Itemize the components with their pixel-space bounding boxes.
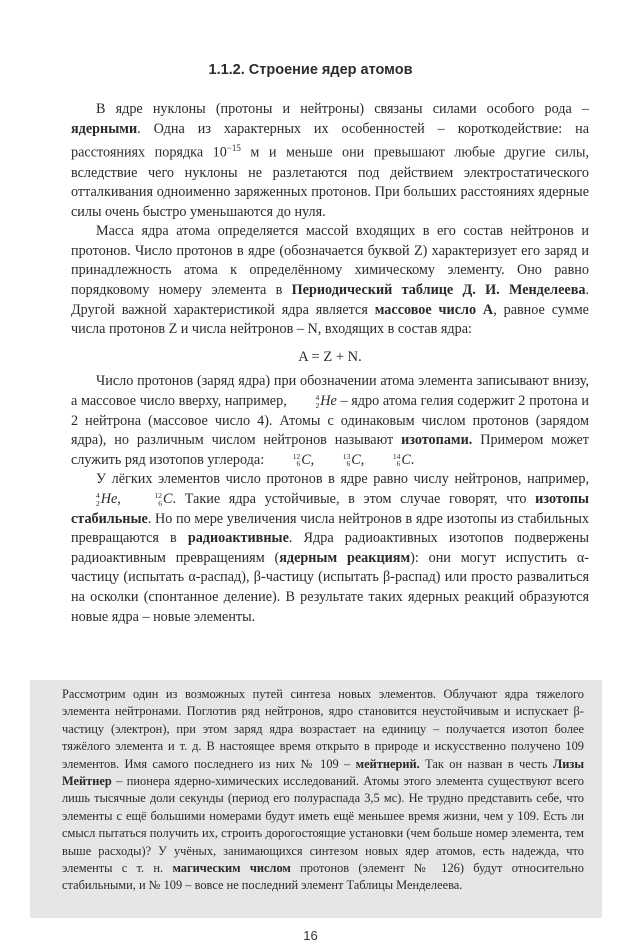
term-isotopes: изотопами.	[401, 432, 473, 449]
sidebar-box-text: Рассмотрим один из возможных путей синтеза новых элементов. Облучают ядра тяжелого элемента нейтронами. Поглотив ряд нейтронов, ядро становится неустойчивым и испускает β-частицу (электрон), при этом заряд ядра возрастает на единицу – получается изотоп более тяжёлого элемента и т. д. В настоящее время открыто в природе и искусственно получено 109 элементов. Имя самого последнего из них № 109 – мейтнерий. Так он назван в честь Лизы Мейтнер – пионера ядерно-химических исследований. Атомы этого элемента существуют всего лишь тысячные доли секунды (период его полураспада 3,5 мс). Не трудно представить себе, что элементы с ещё большими номерами будут иметь ещё меньшее время жизни, чем у 109. Есть ли смысл пытаться получить их, строить дорогостоящие установки (чем больше номер элемента, тем выше расходы)? У учёных, занимающихся синтезом новых ядер атомов, есть надежда, что элементы с т. н. магическим числом протонов (элемент № 126) будут относительно стабильными, и № 109 – вовсе не последний элемент Таблицы Менделеева.	[62, 687, 585, 893]
paragraph-mass: Масса ядра атома определяется массой входящих в его состав нейтронов и протонов. Число протонов в ядре (обозначается буквой Z) характеризует его заряд и принадлежность атома к определённому химическому элементу. Оно равно порядковому номеру элемента в Периодический таблице Д. И. Менделеева. Другой важной характеристикой ядра является массовое число A, равное сумме числа протонов Z и числа нейтронов – N, входящих в состав ядра:	[71, 223, 589, 338]
term-nuclear-reactions: ядерным реакциям	[279, 549, 411, 566]
isotope-helium: 4 2 He	[315, 393, 337, 410]
term-stable-isotopes: изотопы стабильные	[71, 491, 589, 527]
term-mass-number: массовое число A	[374, 301, 494, 318]
main-text	[71, 100, 589, 627]
isotope-c14: 14 6 C	[392, 451, 411, 469]
term-lise-meitner: Лизы Мейтнер	[62, 756, 584, 789]
isotope-c13: 13 6 C	[342, 451, 361, 469]
term-nuclear: ядерными	[71, 120, 138, 137]
term-magic-number: магическим числом	[172, 861, 291, 876]
isotope-c12-2: 12 6 C	[154, 491, 173, 508]
paragraph-stability: У лёгких элементов число протонов в ядре равно числу нейтронов, например, 4 2 He, 12 6 C. Такие ядра устойчивые, в этом случае говорят, что изотопы стабильные. Но по мере увеличения числа нейтронов в ядре изотопы из стабильных превращаются в радиоактивные. Ядра радиоактивных изотопов подвержены радиоактивным превращениям (ядерным реакциям): они могут испустить α-частицу (испытать α-распад), β-частицу (испытать β-распад) или просто развалиться на осколки (спонтанное деление). В результате таких ядерных реакций образуются новые ядра – новые элементы.	[71, 471, 589, 625]
term-meitnerium: мейтнерий.	[355, 756, 420, 771]
isotope-c12: 12 6 C	[292, 451, 311, 469]
paragraph-nuclear-forces: В ядре нуклоны (протоны и нейтроны) связаны силами особого рода – ядерными. Одна из характерных их особенностей – короткодействие: на расстояниях порядка $10^{-15}$ м и меньше они превышают любые другие силы, вследствие чего нуклоны не разлетаются под действием электростатического отталкивания одноименно заряженных протонов. При больших расстояниях ядерные силы очень быстро уменьшаются до нуля.	[71, 101, 589, 220]
isotope-helium-2: 4 2 He	[96, 491, 118, 508]
term-radioactive: радиоактивные	[187, 530, 289, 547]
section-heading: 1.1.2. Строение ядер атомов	[208, 62, 413, 78]
formula: A = Z + N.	[298, 348, 362, 365]
term-periodic-table: Периодический таблице Д. И. Менделеева	[291, 282, 586, 299]
paragraph-isotopes: Число протонов (заряд ядра) при обозначении атома элемента записывают внизу, а массовое число вверху, например, 4 2 He – ядро атома гелия содержит 2 протона и 2 нейтрона (массовое число 4). Атомы с одинаковым числом протонов (зарядом ядра), но различным числом нейтронов называют изотопами. Примером может служить ряд изотопов углерода: 12 6 C, 13 6 C, 14 6 C.	[71, 373, 590, 469]
page-number: 16	[303, 928, 318, 943]
